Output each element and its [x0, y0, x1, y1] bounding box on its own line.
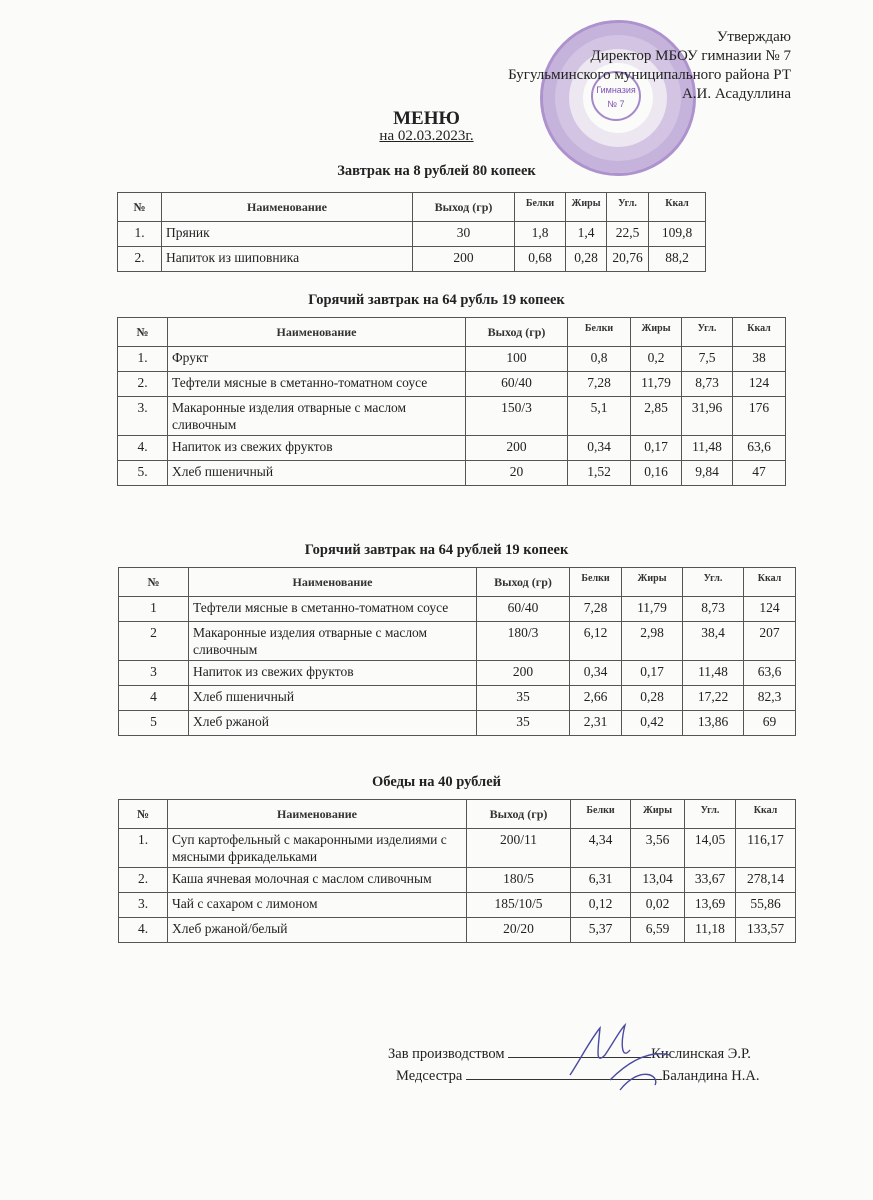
- menu-table: [117, 317, 786, 486]
- cell-protein: 1,8: [515, 222, 566, 247]
- cell-protein: 0,8: [568, 347, 631, 372]
- cell-number: 2.: [118, 372, 168, 397]
- approval-line: Утверждаю: [716, 29, 791, 45]
- column-header-carbs: Угл.: [682, 318, 733, 347]
- table-row: [119, 597, 796, 622]
- cell-number: 4.: [118, 436, 168, 461]
- menu-title: МЕНЮ: [393, 108, 460, 129]
- column-header-name: Наименование: [168, 800, 467, 829]
- column-header-protein: Белки: [571, 800, 631, 829]
- cell-kcal: 124: [744, 597, 796, 622]
- cell-yield: 60/40: [477, 597, 570, 622]
- cell-protein: 6,12: [570, 622, 622, 661]
- cell-yield: 35: [477, 686, 570, 711]
- cell-fat: 6,59: [631, 918, 685, 943]
- cell-yield: 200: [413, 247, 515, 272]
- cell-kcal: 133,57: [736, 918, 796, 943]
- table-row: [119, 893, 796, 918]
- cell-carbs: 14,05: [685, 829, 736, 868]
- table-row: [118, 247, 706, 272]
- cell-fat: 0,17: [622, 661, 683, 686]
- cell-kcal: 63,6: [733, 436, 786, 461]
- cell-number: 3.: [118, 397, 168, 436]
- cell-kcal: 176: [733, 397, 786, 436]
- cell-number: 2.: [119, 868, 168, 893]
- column-header-kcal: Ккал: [733, 318, 786, 347]
- cell-kcal: 47: [733, 461, 786, 486]
- cell-fat: 0,28: [622, 686, 683, 711]
- cell-carbs: 9,84: [682, 461, 733, 486]
- menu-date: на 02.03.2023г.: [379, 128, 474, 144]
- approval-line: Директор МБОУ гимназии № 7: [590, 48, 791, 64]
- column-header-name: Наименование: [189, 568, 477, 597]
- cell-carbs: 33,67: [685, 868, 736, 893]
- column-header-kcal: Ккал: [649, 193, 706, 222]
- column-header-fat: Жиры: [622, 568, 683, 597]
- signature-name: Баландина Н.А.: [662, 1068, 760, 1084]
- cell-number: 2: [119, 622, 189, 661]
- column-header-protein: Белки: [568, 318, 631, 347]
- cell-name: Каша ячневая молочная с маслом сливочным: [168, 868, 467, 893]
- cell-kcal: 116,17: [736, 829, 796, 868]
- cell-carbs: 11,48: [682, 436, 733, 461]
- cell-protein: 6,31: [571, 868, 631, 893]
- table-row: [118, 347, 786, 372]
- table-row: [119, 686, 796, 711]
- cell-protein: 7,28: [568, 372, 631, 397]
- cell-protein: 7,28: [570, 597, 622, 622]
- cell-number: 1: [119, 597, 189, 622]
- cell-carbs: 17,22: [683, 686, 744, 711]
- cell-name: Хлеб ржаной/белый: [168, 918, 467, 943]
- table-row: [118, 461, 786, 486]
- cell-kcal: 63,6: [744, 661, 796, 686]
- column-header-kcal: Ккал: [744, 568, 796, 597]
- column-header-kcal: Ккал: [736, 800, 796, 829]
- cell-protein: 5,1: [568, 397, 631, 436]
- cell-carbs: 11,48: [683, 661, 744, 686]
- table-row: [118, 436, 786, 461]
- cell-name: Тефтели мясные в сметанно-томатном соусе: [168, 372, 466, 397]
- cell-protein: 0,34: [568, 436, 631, 461]
- cell-fat: 13,04: [631, 868, 685, 893]
- cell-number: 5.: [118, 461, 168, 486]
- cell-kcal: 88,2: [649, 247, 706, 272]
- cell-yield: 200: [466, 436, 568, 461]
- cell-kcal: 124: [733, 372, 786, 397]
- cell-fat: 11,79: [622, 597, 683, 622]
- menu-table: [117, 192, 706, 272]
- table-header-row: [119, 800, 796, 829]
- cell-yield: 200: [477, 661, 570, 686]
- cell-protein: 5,37: [571, 918, 631, 943]
- column-header-number: №: [118, 318, 168, 347]
- cell-number: 1.: [119, 829, 168, 868]
- cell-fat: 0,42: [622, 711, 683, 736]
- column-header-number: №: [119, 568, 189, 597]
- cell-fat: 3,56: [631, 829, 685, 868]
- cell-yield: 20: [466, 461, 568, 486]
- cell-number: 3: [119, 661, 189, 686]
- cell-yield: 35: [477, 711, 570, 736]
- cell-name: Напиток из свежих фруктов: [168, 436, 466, 461]
- cell-fat: 1,4: [566, 222, 607, 247]
- cell-yield: 180/3: [477, 622, 570, 661]
- cell-carbs: 13,86: [683, 711, 744, 736]
- cell-protein: 0,12: [571, 893, 631, 918]
- cell-yield: 200/11: [467, 829, 571, 868]
- cell-number: 4: [119, 686, 189, 711]
- section-title: Горячий завтрак на 64 рубль 19 копеек: [308, 292, 565, 308]
- column-header-carbs: Угл.: [685, 800, 736, 829]
- cell-kcal: 109,8: [649, 222, 706, 247]
- column-header-yield: Выход (гр): [466, 318, 568, 347]
- cell-name: Хлеб пшеничный: [168, 461, 466, 486]
- cell-carbs: 13,69: [685, 893, 736, 918]
- cell-protein: 2,66: [570, 686, 622, 711]
- column-header-number: №: [118, 193, 162, 222]
- cell-yield: 20/20: [467, 918, 571, 943]
- cell-fat: 2,98: [622, 622, 683, 661]
- cell-yield: 60/40: [466, 372, 568, 397]
- cell-fat: 11,79: [631, 372, 682, 397]
- handwritten-signature: [560, 1020, 680, 1095]
- table-row: [119, 661, 796, 686]
- table-header-row: [118, 318, 786, 347]
- column-header-protein: Белки: [570, 568, 622, 597]
- cell-name: Пряник: [162, 222, 413, 247]
- cell-kcal: 55,86: [736, 893, 796, 918]
- cell-number: 5: [119, 711, 189, 736]
- approval-line: А.И. Асадуллина: [681, 86, 791, 102]
- cell-name: Напиток из шиповника: [162, 247, 413, 272]
- cell-carbs: 38,4: [683, 622, 744, 661]
- table-header-row: [118, 193, 706, 222]
- column-header-name: Наименование: [168, 318, 466, 347]
- cell-number: 1.: [118, 347, 168, 372]
- cell-fat: 2,85: [631, 397, 682, 436]
- cell-carbs: 11,18: [685, 918, 736, 943]
- table-header-row: [119, 568, 796, 597]
- cell-protein: 1,52: [568, 461, 631, 486]
- column-header-yield: Выход (гр): [477, 568, 570, 597]
- table-row: [119, 868, 796, 893]
- column-header-fat: Жиры: [566, 193, 607, 222]
- table-row: [119, 622, 796, 661]
- column-header-fat: Жиры: [631, 318, 682, 347]
- cell-name: Фрукт: [168, 347, 466, 372]
- cell-fat: 0,2: [631, 347, 682, 372]
- cell-kcal: 38: [733, 347, 786, 372]
- column-header-protein: Белки: [515, 193, 566, 222]
- table-row: [118, 372, 786, 397]
- section-title: Горячий завтрак на 64 рублей 19 копеек: [304, 542, 569, 558]
- cell-fat: 0,16: [631, 461, 682, 486]
- table-row: [118, 397, 786, 436]
- cell-name: Тефтели мясные в сметанно-томатном соусе: [189, 597, 477, 622]
- cell-carbs: 7,5: [682, 347, 733, 372]
- cell-carbs: 31,96: [682, 397, 733, 436]
- cell-name: Макаронные изделия отварные с маслом сливочным: [168, 397, 466, 436]
- table-row: [119, 711, 796, 736]
- column-header-fat: Жиры: [631, 800, 685, 829]
- cell-kcal: 278,14: [736, 868, 796, 893]
- cell-yield: 185/10/5: [467, 893, 571, 918]
- cell-number: 4.: [119, 918, 168, 943]
- column-header-number: №: [119, 800, 168, 829]
- cell-kcal: 69: [744, 711, 796, 736]
- column-header-carbs: Угл.: [683, 568, 744, 597]
- cell-yield: 100: [466, 347, 568, 372]
- cell-fat: 0,02: [631, 893, 685, 918]
- cell-fat: 0,28: [566, 247, 607, 272]
- table-row: [119, 829, 796, 868]
- cell-kcal: 82,3: [744, 686, 796, 711]
- cell-kcal: 207: [744, 622, 796, 661]
- cell-protein: 4,34: [571, 829, 631, 868]
- cell-protein: 2,31: [570, 711, 622, 736]
- cell-protein: 0,34: [570, 661, 622, 686]
- approval-block: [508, 28, 791, 104]
- cell-number: 2.: [118, 247, 162, 272]
- cell-name: Хлеб ржаной: [189, 711, 477, 736]
- table-row: [118, 222, 706, 247]
- cell-yield: 180/5: [467, 868, 571, 893]
- cell-number: 3.: [119, 893, 168, 918]
- section-title: Завтрак на 8 рублей 80 копеек: [337, 163, 536, 179]
- cell-carbs: 8,73: [683, 597, 744, 622]
- cell-number: 1.: [118, 222, 162, 247]
- cell-name: Хлеб пшеничный: [189, 686, 477, 711]
- approval-line: Бугульминского муниципального района РТ: [508, 67, 791, 83]
- cell-name: Чай с сахаром с лимоном: [168, 893, 467, 918]
- column-header-yield: Выход (гр): [413, 193, 515, 222]
- cell-carbs: 22,5: [607, 222, 649, 247]
- cell-yield: 150/3: [466, 397, 568, 436]
- cell-yield: 30: [413, 222, 515, 247]
- cell-carbs: 20,76: [607, 247, 649, 272]
- menu-table: [118, 799, 796, 943]
- cell-name: Макаронные изделия отварные с маслом сливочным: [189, 622, 477, 661]
- signature-name: Кислинская Э.Р.: [651, 1046, 751, 1062]
- signature-role: Медсестра: [396, 1068, 463, 1084]
- column-header-name: Наименование: [162, 193, 413, 222]
- cell-name: Напиток из свежих фруктов: [189, 661, 477, 686]
- stamp-center: Гимназия № 7: [591, 71, 641, 121]
- cell-fat: 0,17: [631, 436, 682, 461]
- cell-carbs: 8,73: [682, 372, 733, 397]
- column-header-yield: Выход (гр): [467, 800, 571, 829]
- cell-protein: 0,68: [515, 247, 566, 272]
- signature-role: Зав производством: [388, 1046, 505, 1062]
- cell-name: Суп картофельный с макаронными изделиями с мясными фрикадельками: [168, 829, 467, 868]
- section-title: Обеды на 40 рублей: [372, 774, 501, 790]
- table-row: [119, 918, 796, 943]
- menu-table: [118, 567, 796, 736]
- column-header-carbs: Угл.: [607, 193, 649, 222]
